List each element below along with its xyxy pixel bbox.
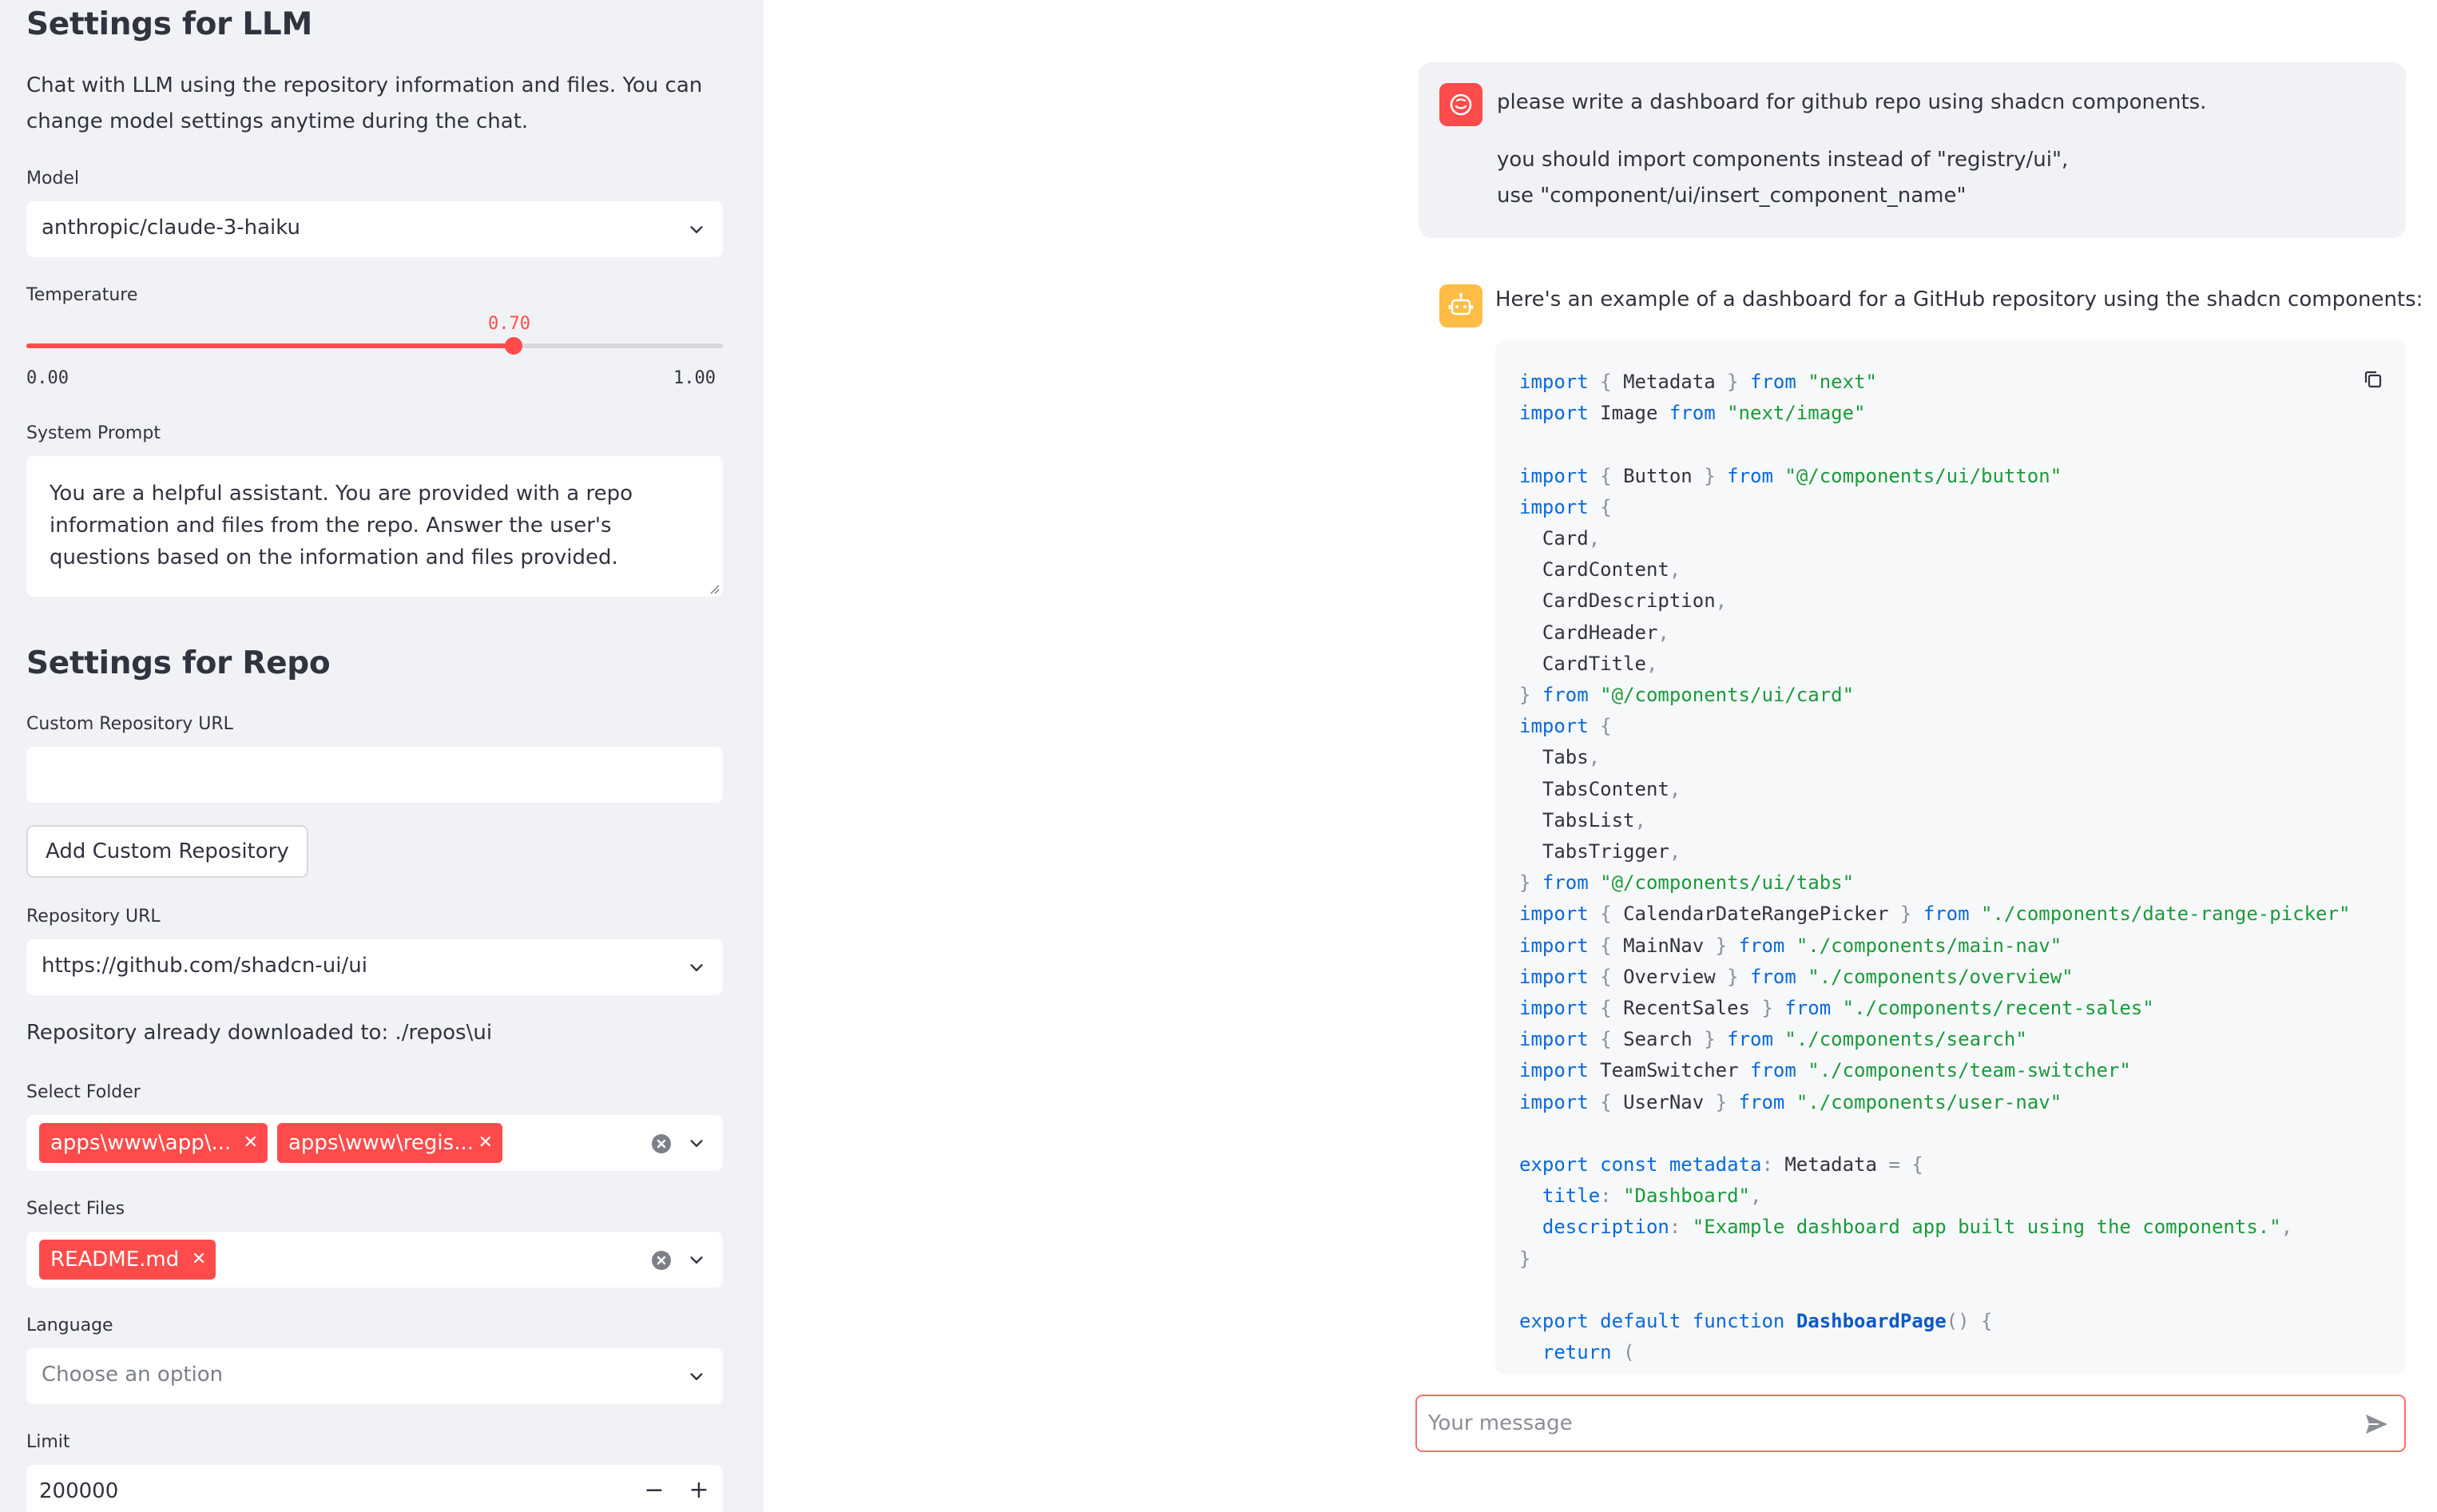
- repo-url-label: Repository URL: [26, 907, 161, 927]
- code-line: export const metadata: Metadata = {: [1519, 1153, 1923, 1177]
- temperature-min: 0.00: [26, 368, 69, 388]
- code-line: import {: [1519, 495, 1612, 518]
- temperature-slider-thumb[interactable]: [505, 337, 522, 355]
- code-line: import { RecentSales } from "./components/recent-sales": [1519, 997, 2154, 1020]
- assistant-intro: Here's an example of a dashboard for a GitHub repository using the shadcn components:: [1495, 288, 2423, 312]
- temperature-label: Temperature: [26, 285, 138, 305]
- code-line: import { Button } from "@/components/ui/button": [1519, 464, 2062, 487]
- system-prompt-textarea[interactable]: [26, 456, 723, 597]
- code-line: [1519, 1118, 2350, 1149]
- user-smile-icon: [1439, 83, 1482, 126]
- chevron-down-icon: [688, 221, 705, 239]
- resize-handle-icon[interactable]: [708, 582, 720, 593]
- code-line: CardContent,: [1519, 558, 1681, 581]
- file-tag[interactable]: README.md ✕: [39, 1240, 216, 1280]
- code-content: [1519, 367, 2350, 1369]
- repo-url-select[interactable]: [26, 939, 723, 995]
- code-line: import { Search } from "./components/search": [1519, 1028, 2027, 1051]
- code-line: TabsContent,: [1519, 777, 1681, 800]
- add-custom-repo-button[interactable]: Add Custom Repository: [26, 825, 308, 878]
- close-icon[interactable]: ✕: [191, 1249, 207, 1269]
- temperature-slider[interactable]: [26, 343, 723, 348]
- code-line: } from "@/components/ui/tabs": [1519, 871, 1855, 895]
- code-line: CardHeader,: [1519, 621, 1669, 644]
- limit-value: 200000: [39, 1479, 119, 1503]
- repo-settings-title: Settings for Repo: [26, 645, 331, 681]
- robot-icon: [1439, 284, 1482, 327]
- llm-settings-description: Chat with LLM using the repository information and files. You can change model settings anytime during the chat.: [26, 73, 703, 133]
- code-line: description: "Example dashboard app built using the components.",: [1542, 1216, 2293, 1239]
- chevron-down-icon[interactable]: [688, 1252, 705, 1269]
- code-line: import Image from "next/image": [1519, 402, 1866, 425]
- chevron-down-icon: [688, 1368, 705, 1386]
- code-line: import { CalendarDateRangePicker } from "./components/date-range-picker": [1519, 903, 2351, 926]
- chevron-down-icon: [688, 959, 705, 977]
- model-select-value: anthropic/claude-3-haiku: [42, 216, 300, 240]
- custom-repo-label: Custom Repository URL: [26, 714, 233, 734]
- temperature-max: 1.00: [673, 368, 716, 388]
- code-line: export default function DashboardPage() {: [1519, 1310, 1993, 1333]
- code-line: CardDescription,: [1519, 589, 1728, 613]
- code-line: import { MainNav } from "./components/main-nav": [1519, 934, 2062, 957]
- code-line: import { Overview } from "./components/overview": [1519, 965, 2074, 988]
- code-line: [1519, 429, 2350, 460]
- increment-button[interactable]: +: [689, 1476, 709, 1504]
- assistant-avatar: [1439, 284, 1482, 327]
- code-line: Card,: [1519, 527, 1601, 550]
- folder-multiselect[interactable]: [26, 1115, 723, 1171]
- user-message-line1: please write a dashboard for github repo using shadcn components.: [1497, 90, 2207, 114]
- limit-number-input[interactable]: [26, 1465, 723, 1512]
- select-files-label: Select Files: [26, 1199, 125, 1219]
- message-input[interactable]: [1428, 1396, 2331, 1450]
- code-line: title: "Dashboard",: [1542, 1185, 1762, 1208]
- user-avatar: [1439, 83, 1482, 126]
- limit-label: Limit: [26, 1432, 70, 1452]
- files-multiselect[interactable]: [26, 1232, 723, 1288]
- chat-input[interactable]: [1415, 1395, 2406, 1452]
- clear-all-icon[interactable]: [651, 1133, 672, 1154]
- download-info: Repository already downloaded to: ./repos\ui: [26, 1021, 493, 1045]
- close-icon[interactable]: ✕: [478, 1133, 493, 1153]
- select-folder-label: Select Folder: [26, 1082, 141, 1102]
- copy-icon[interactable]: [2361, 367, 2385, 391]
- code-block: [1495, 340, 2406, 1375]
- temperature-slider-fill: [26, 343, 514, 348]
- code-line: TabsTrigger,: [1519, 840, 1681, 863]
- model-select[interactable]: [26, 201, 723, 257]
- custom-repo-input[interactable]: [26, 747, 723, 803]
- folder-tag[interactable]: apps\www\app\... ✕: [39, 1123, 268, 1163]
- code-line: Tabs,: [1519, 746, 1601, 769]
- llm-settings-title: Settings for LLM: [26, 6, 312, 42]
- folder-tag[interactable]: apps\www\regis... ✕: [277, 1123, 502, 1163]
- language-select[interactable]: [26, 1348, 723, 1404]
- code-line: [1519, 1275, 2350, 1306]
- model-label: Model: [26, 169, 80, 189]
- code-line: }: [1519, 1247, 1531, 1270]
- sidebar: [0, 0, 764, 1512]
- code-line: TabsList,: [1519, 808, 1646, 831]
- language-placeholder: Choose an option: [42, 1363, 224, 1387]
- user-message-line2: you should import components instead of "registry/ui", use "component/ui/insert_component_name": [1497, 148, 2069, 208]
- clear-all-icon[interactable]: [651, 1250, 672, 1271]
- code-line: import { UserNav } from "./components/user-nav": [1519, 1090, 2062, 1113]
- code-line: import {: [1519, 715, 1612, 738]
- system-prompt-label: System Prompt: [26, 423, 161, 443]
- repo-url-value: https://github.com/shadcn-ui/ui: [42, 954, 367, 978]
- code-line: CardTitle,: [1519, 652, 1658, 675]
- language-label: Language: [26, 1316, 113, 1335]
- close-icon[interactable]: ✕: [243, 1133, 258, 1153]
- user-message: [1419, 62, 2406, 238]
- code-line: return (: [1542, 1341, 1635, 1364]
- code-line: import TeamSwitcher from "./components/team-switcher": [1519, 1059, 2131, 1082]
- temperature-value: 0.70: [488, 314, 530, 334]
- code-line: import { Metadata } from "next": [1519, 371, 1877, 393]
- system-prompt-text: You are a helpful assistant. You are provided with a repo information and files from the repo. Answer the user's questions based on the information and files provided.: [50, 482, 633, 569]
- decrement-button[interactable]: −: [644, 1476, 665, 1504]
- code-line: } from "@/components/ui/card": [1519, 684, 1855, 707]
- send-icon[interactable]: [2363, 1411, 2390, 1438]
- chevron-down-icon[interactable]: [688, 1135, 705, 1153]
